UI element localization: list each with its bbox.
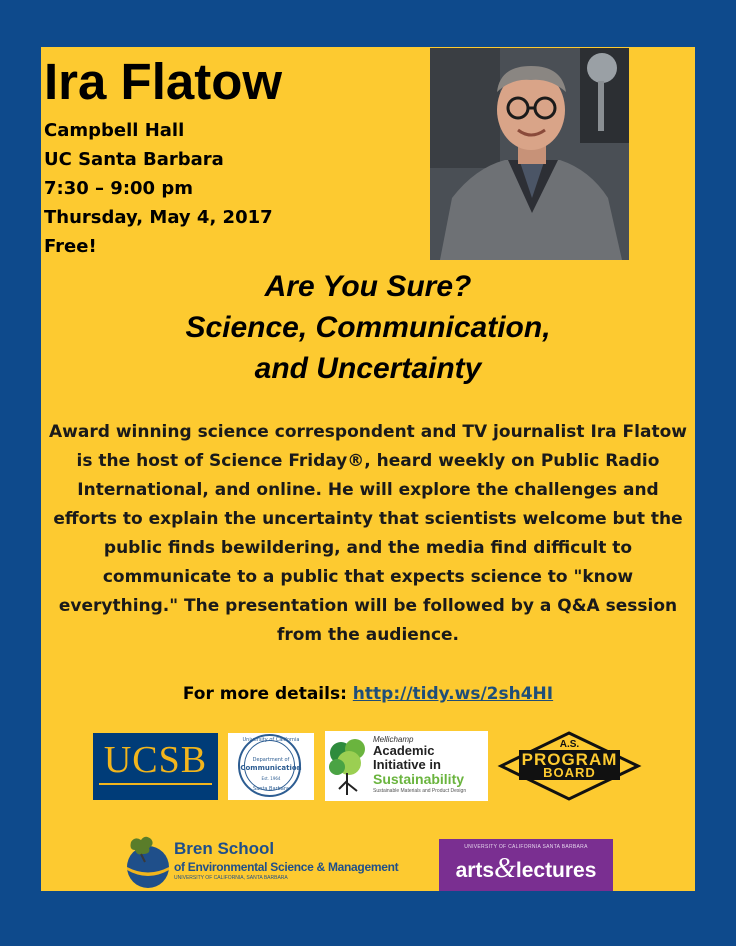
oak-leaf-icon bbox=[121, 834, 171, 890]
arts-ampersand: & bbox=[494, 853, 516, 884]
event-date: Thursday, May 4, 2017 bbox=[44, 207, 273, 228]
more-details-label: For more details: bbox=[182, 684, 353, 704]
lectures-word: lectures bbox=[515, 859, 597, 882]
seal-line-1: Department of bbox=[252, 757, 290, 763]
seal-line-2: Communication bbox=[240, 764, 302, 772]
ucsb-logo-rule bbox=[99, 783, 212, 785]
bren-school-logo bbox=[121, 830, 433, 891]
bren-line-3: UNIVERSITY OF CALIFORNIA, SANTA BARBARA bbox=[174, 875, 288, 881]
tree-icon bbox=[327, 737, 371, 795]
arts-word: arts bbox=[455, 859, 495, 882]
ucsb-logo bbox=[93, 733, 218, 800]
arts-wordmark bbox=[439, 854, 613, 886]
sust-line-1: Mellichamp bbox=[373, 735, 414, 744]
details-link[interactable]: http://tidy.ws/2sh4HI bbox=[352, 684, 554, 704]
sustainability-logo bbox=[325, 731, 488, 801]
sust-line-2: Academic bbox=[373, 743, 435, 758]
flyer bbox=[41, 47, 695, 891]
event-time: 7:30 – 9:00 pm bbox=[44, 178, 193, 199]
arts-lectures-logo bbox=[439, 839, 613, 891]
sust-line-4: Sustainability bbox=[373, 771, 465, 787]
more-details bbox=[41, 681, 695, 707]
as-program-board-logo bbox=[497, 730, 642, 802]
title-line-2: Science, Communication, bbox=[185, 311, 551, 344]
bren-line-2: of Environmental Science & Management bbox=[174, 860, 399, 874]
as-line-1: A.S. bbox=[559, 739, 580, 750]
event-campus: UC Santa Barbara bbox=[44, 149, 224, 170]
seal-est: Est. 1964 bbox=[261, 776, 281, 781]
ucsb-logo-text: UCSB bbox=[103, 739, 208, 781]
seal-ring-top: University of California bbox=[242, 737, 300, 743]
title-line-3: and Uncertainty bbox=[254, 352, 482, 385]
event-venue: Campbell Hall bbox=[44, 120, 185, 141]
as-line-3: BOARD bbox=[543, 765, 596, 780]
event-price: Free! bbox=[44, 236, 97, 257]
lecture-title bbox=[41, 266, 695, 389]
arts-top-line: UNIVERSITY OF CALIFORNIA SANTA BARBARA bbox=[464, 844, 588, 850]
sust-line-3: Initiative in bbox=[373, 757, 441, 772]
event-description: Award winning science correspondent and TV journalist Ira Flatow is the host of Science Friday®, heard weekly on Public Radio International, and online. He will explore the challenges and efforts to explain the uncertainty that scientists welcome but the public finds bewildering, and the media find difficult to communicate to a public that expects science to "know everything." The presentation will be followed by a Q&A session from the audience. bbox=[49, 422, 687, 645]
seal-ring-bottom: Santa Barbara bbox=[253, 786, 289, 792]
bren-line-1: Bren School bbox=[174, 839, 275, 858]
sust-line-5: Sustainable Materials and Product Design bbox=[373, 788, 467, 794]
speaker-photo bbox=[430, 48, 629, 260]
speaker-name: Ira Flatow bbox=[44, 53, 283, 110]
event-details bbox=[44, 116, 273, 261]
communication-seal-logo bbox=[228, 733, 314, 800]
as-line-2: PROGRAM bbox=[521, 750, 618, 769]
title-line-1: Are You Sure? bbox=[264, 270, 472, 303]
